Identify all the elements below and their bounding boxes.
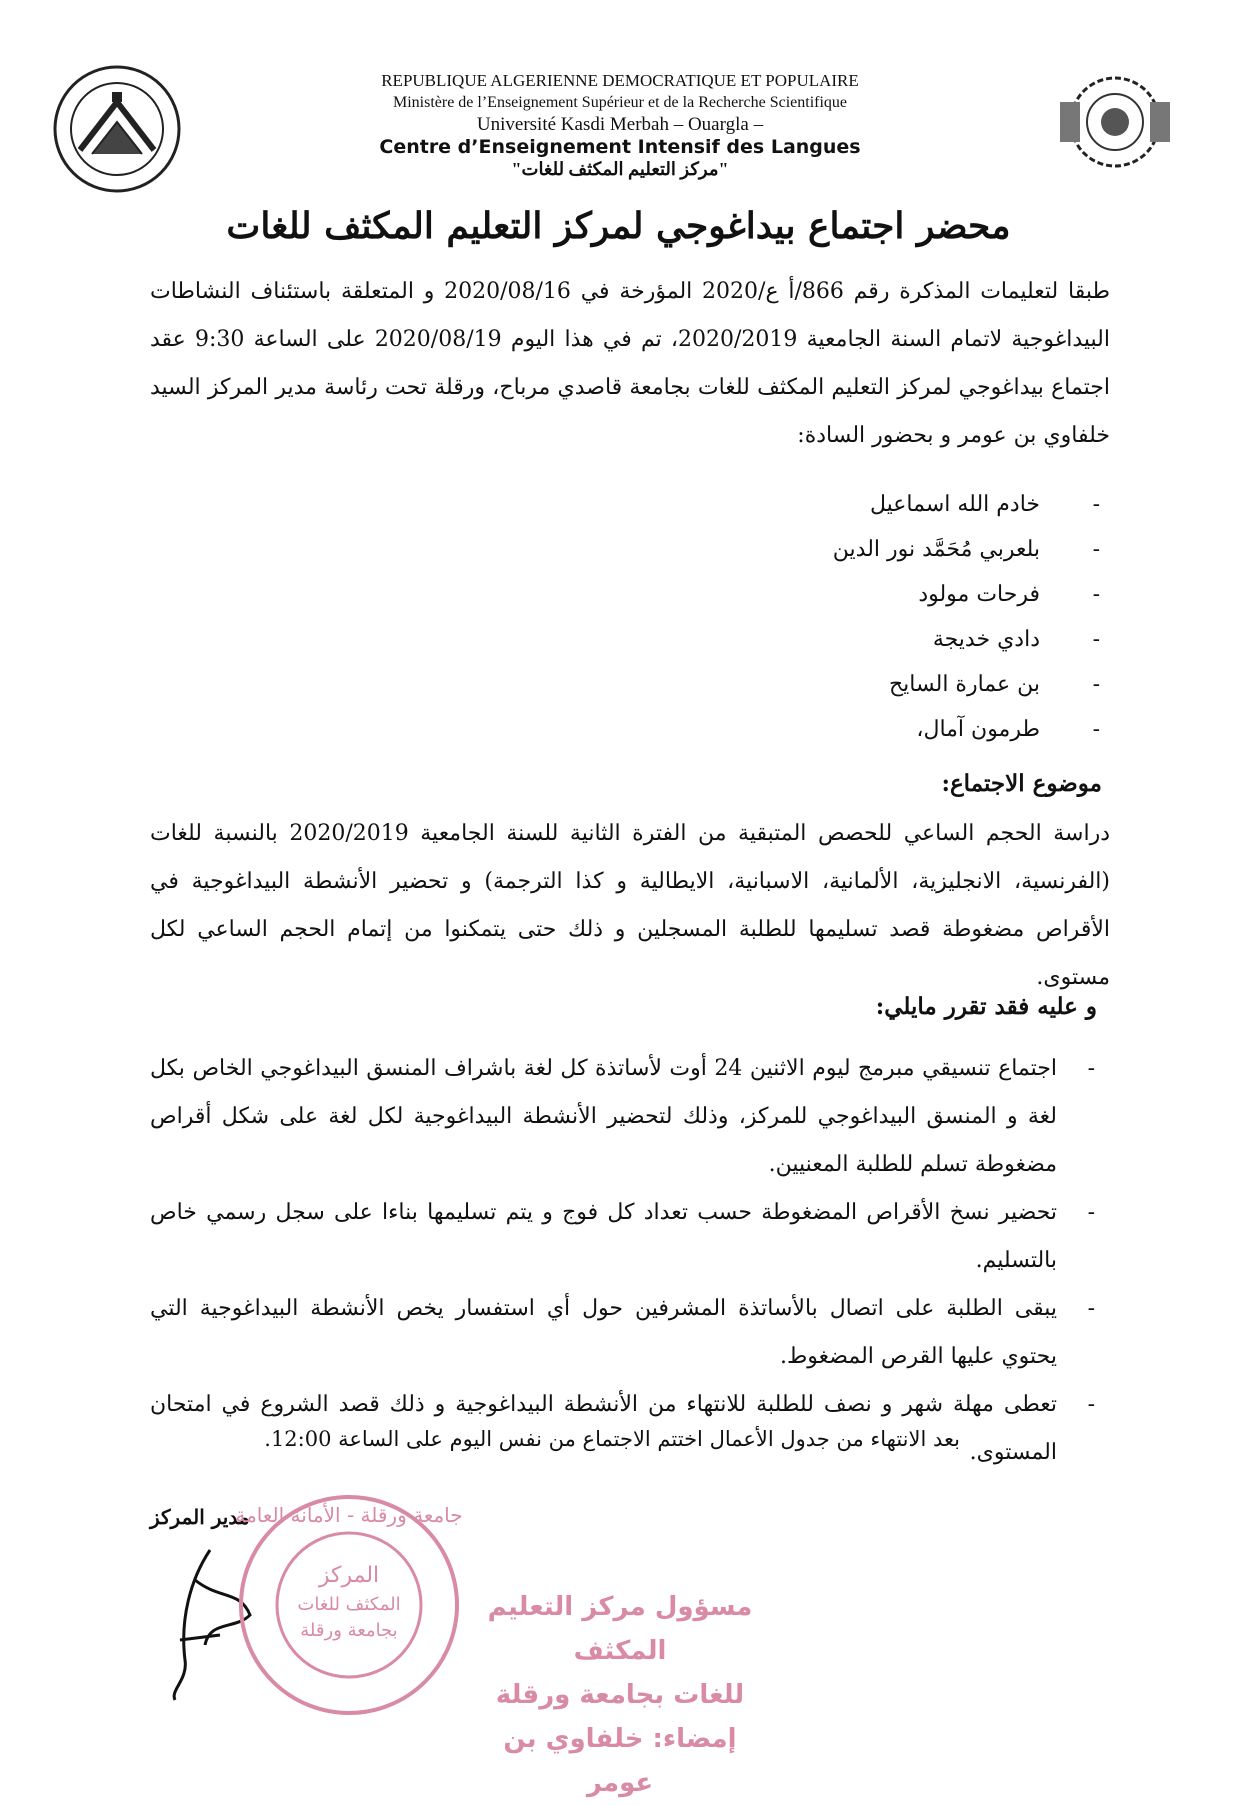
director-label: مدير المركز	[150, 1505, 250, 1529]
round-stamp	[232, 1490, 467, 1720]
header-center-arabic: "مركز التعليم المكثف للغات"	[511, 159, 729, 179]
list-item: - تعطى مهلة شهر و نصف للطلبة للانتهاء من الأنشطة البيداغوجية و ذلك قصد الشروع في امتحان المستوى.	[150, 1381, 1095, 1477]
svg-text:المركز: المركز	[318, 1563, 380, 1588]
svg-text:المكثف للغات: المكثف للغات	[297, 1594, 401, 1615]
header-republic: REPUBLIQUE ALGERIENNE DEMOCRATIQUE ET POPULAIRE	[381, 71, 859, 90]
svg-text:بجامعة ورقلة: بجامعة ورقلة	[300, 1620, 398, 1641]
list-item: - دادي خديجة	[700, 617, 1100, 662]
subject-paragraph: دراسة الحجم الساعي للحصص المتبقية من الفترة الثانية للسنة الجامعية 2020/2019 بالنسبة للغات (الفرنسية، الانجليزية، الألمانية، الاسبانية، الايطالية و كذا الترجمة) و تحضير الأنشطة البيداغوجية في الأقراص مضغوطة قصد تسليمها للطلبة المسجلين و ذلك حتى يتمكنوا من إتمام الحجم الساعي لكل مستوى.	[150, 821, 1111, 990]
list-item: - اجتماع تنسيقي مبرمج ليوم الاثنين 24 أوت لأساتذة كل لغة باشراف المنسق البيداغوجي الخاص بكل لغة و المنسق البيداغوجي للمركز، وذلك لتحضير الأنشطة البيداغوجية لكل لغة على شكل أقراص مضغوطة تسلم للطلبة المعنيين.	[150, 1045, 1095, 1189]
dash-icon: -	[1092, 672, 1100, 697]
list-item: - بن عمارة السايح	[700, 662, 1100, 707]
header-ministry: Ministère de l’Enseignement Supérieur et de la Recherche Scientifique	[392, 94, 848, 111]
dash-icon: -	[1087, 1296, 1095, 1321]
intro-paragraph: طبقا لتعليمات المذكرة رقم 866/أ ع/2020 المؤرخة في 2020/08/16 و المتعلقة باستئناف النشاطات البيداغوجية لاتمام السنة الجامعية 2020/2019، تم في هذا اليوم 2020/08/19 على الساعة 9:30 عقد اجتماع بيداغوجي لمركز التعليم المكثف للغات بجامعة قاصدي مرباح، ورقلة تحت رئاسة مدير المركز السيد خلفاوي بن عومر و بحضور السادة:	[150, 279, 1110, 448]
dash-icon: -	[1092, 717, 1100, 742]
svg-text:جامعة ورقلة - الأمانة العامة: جامعة ورقلة - الأمانة العامة	[235, 1503, 463, 1527]
subject-heading: موضوع الاجتماع:	[941, 770, 1102, 797]
attendees-list	[700, 482, 1100, 752]
list-item: - فرحات مولود	[700, 572, 1100, 617]
dash-icon: -	[1087, 1392, 1095, 1417]
document-title: محضر اجتماع بيداغوجي لمركز التعليم المكثف للغات	[226, 205, 1011, 247]
header-center: Centre d’Enseignement Intensif des Langues	[379, 136, 861, 158]
center-logo	[1040, 62, 1190, 192]
decisions-heading: و عليه فقد تقرر مايلي:	[875, 993, 1097, 1020]
dash-icon: -	[1087, 1056, 1095, 1081]
dash-icon: -	[1092, 537, 1100, 562]
decisions-list	[150, 1045, 1095, 1477]
letterhead	[300, 70, 940, 180]
dash-icon: -	[1092, 627, 1100, 652]
university-logo	[50, 62, 185, 197]
list-item: - خادم الله اسماعيل	[700, 482, 1100, 527]
official-stamp: مسؤول مركز التعليم المكثف للغات بجامعة ورقلة إمضاء: خلفاوي بن عومر	[487, 1592, 753, 1798]
header-university: Université Kasdi Merbah – Ouargla –	[476, 114, 764, 135]
list-item: - بلعربي مُحَمَّد نور الدين	[700, 527, 1100, 572]
closing-statement: بعد الانتهاء من جدول الأعمال اختتم الاجتماع من نفس اليوم على الساعة 12:00.	[264, 1427, 960, 1451]
list-item: - تحضير نسخ الأقراص المضغوطة حسب تعداد كل فوج و يتم تسليمها بناءا على سجل رسمي خاص بالتسليم.	[150, 1189, 1095, 1285]
dash-icon: -	[1092, 492, 1100, 517]
dash-icon: -	[1087, 1200, 1095, 1225]
list-item: - يبقى الطلبة على اتصال بالأساتذة المشرفين حول أي استفسار يخص الأنشطة البيداغوجية التي يحتوي عليها القرص المضغوط.	[150, 1285, 1095, 1381]
list-item: - طرمون آمال،	[700, 707, 1100, 752]
dash-icon: -	[1092, 582, 1100, 607]
